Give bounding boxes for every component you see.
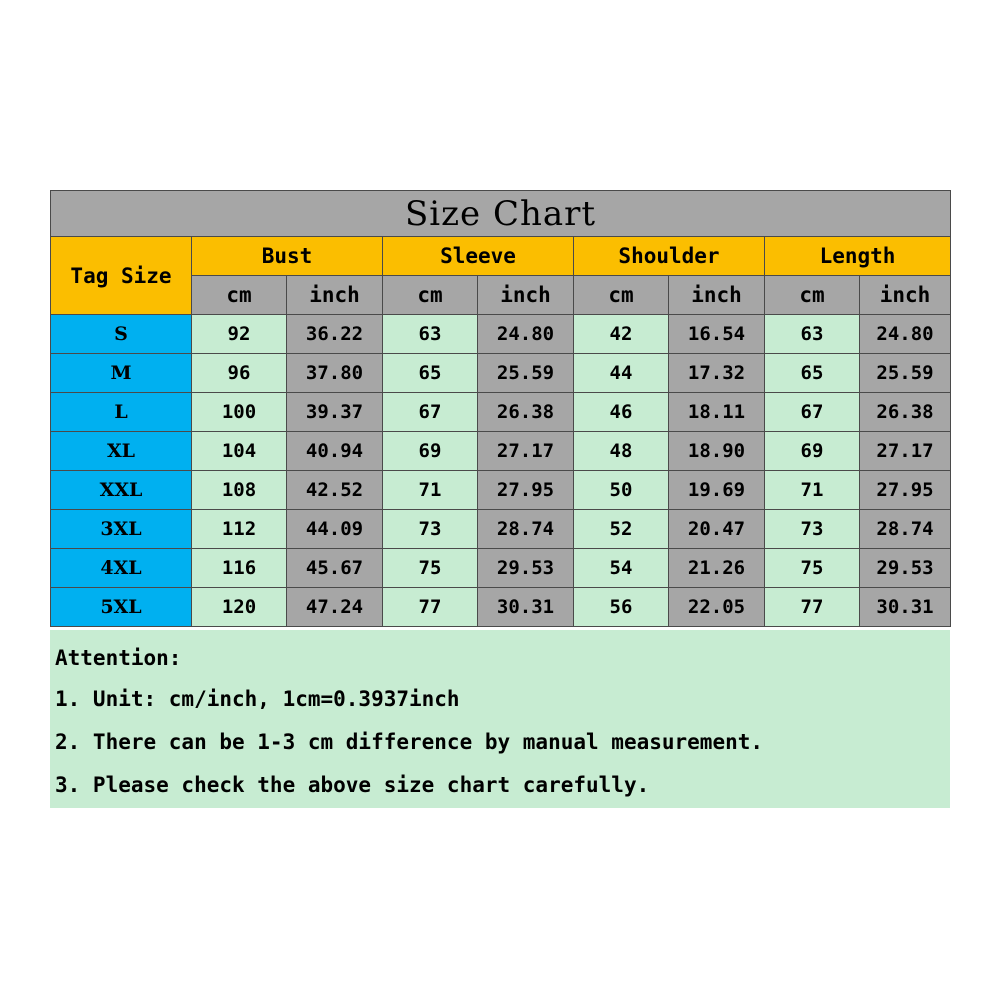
chart-title: Size Chart (51, 191, 951, 237)
table-row (51, 393, 951, 432)
cm-value: 116 (192, 549, 287, 588)
unit-header: cm (192, 276, 287, 315)
table-row (51, 549, 951, 588)
table-row (51, 315, 951, 354)
size-label: 3XL (51, 510, 192, 549)
cm-value: 120 (192, 588, 287, 627)
inch-value: 26.38 (478, 393, 574, 432)
cm-value: 73 (383, 510, 478, 549)
size-label: 5XL (51, 588, 192, 627)
cm-value: 73 (765, 510, 860, 549)
size-label: M (51, 354, 192, 393)
inch-value: 27.17 (860, 432, 951, 471)
inch-value: 29.53 (860, 549, 951, 588)
size-label: L (51, 393, 192, 432)
cm-value: 67 (765, 393, 860, 432)
cm-value: 42 (574, 315, 669, 354)
table-row (51, 354, 951, 393)
inch-value: 24.80 (478, 315, 574, 354)
note-line: 1. Unit: cm/inch, 1cm=0.3937inch (55, 687, 460, 711)
cm-value: 104 (192, 432, 287, 471)
cm-value: 100 (192, 393, 287, 432)
cm-value: 50 (574, 471, 669, 510)
inch-value: 45.67 (287, 549, 383, 588)
cm-value: 52 (574, 510, 669, 549)
unit-header: cm (383, 276, 478, 315)
unit-header: cm (574, 276, 669, 315)
table-row (51, 588, 951, 627)
attention-heading: Attention: (55, 646, 182, 670)
inch-value: 36.22 (287, 315, 383, 354)
cm-value: 112 (192, 510, 287, 549)
inch-value: 47.24 (287, 588, 383, 627)
cm-value: 63 (765, 315, 860, 354)
table-row (51, 471, 951, 510)
cm-value: 77 (765, 588, 860, 627)
size-label: XXL (51, 471, 192, 510)
inch-value: 30.31 (860, 588, 951, 627)
cm-value: 92 (192, 315, 287, 354)
cm-value: 56 (574, 588, 669, 627)
cm-value: 96 (192, 354, 287, 393)
inch-value: 29.53 (478, 549, 574, 588)
inch-value: 28.74 (860, 510, 951, 549)
cm-value: 54 (574, 549, 669, 588)
inch-value: 25.59 (860, 354, 951, 393)
inch-value: 30.31 (478, 588, 574, 627)
unit-header: inch (478, 276, 574, 315)
inch-value: 24.80 (860, 315, 951, 354)
cm-value: 77 (383, 588, 478, 627)
cm-value: 71 (383, 471, 478, 510)
cm-value: 63 (383, 315, 478, 354)
inch-value: 18.11 (669, 393, 765, 432)
cm-value: 48 (574, 432, 669, 471)
shoulder-header: Shoulder (574, 237, 765, 276)
inch-value: 44.09 (287, 510, 383, 549)
cm-value: 65 (383, 354, 478, 393)
size-chart-table (50, 190, 951, 627)
size-label: 4XL (51, 549, 192, 588)
attention-notes (50, 630, 950, 808)
cm-value: 71 (765, 471, 860, 510)
tag-size-header: Tag Size (51, 237, 192, 315)
inch-value: 27.95 (860, 471, 951, 510)
inch-value: 40.94 (287, 432, 383, 471)
length-header: Length (765, 237, 951, 276)
unit-header: inch (669, 276, 765, 315)
unit-header: cm (765, 276, 860, 315)
table-row (51, 510, 951, 549)
inch-value: 37.80 (287, 354, 383, 393)
cm-value: 69 (383, 432, 478, 471)
cm-value: 67 (383, 393, 478, 432)
inch-value: 26.38 (860, 393, 951, 432)
cm-value: 44 (574, 354, 669, 393)
cm-value: 75 (765, 549, 860, 588)
bust-header: Bust (192, 237, 383, 276)
unit-header: inch (860, 276, 951, 315)
table-row (51, 432, 951, 471)
inch-value: 27.17 (478, 432, 574, 471)
size-label: S (51, 315, 192, 354)
cm-value: 108 (192, 471, 287, 510)
cm-value: 75 (383, 549, 478, 588)
inch-value: 19.69 (669, 471, 765, 510)
inch-value: 21.26 (669, 549, 765, 588)
inch-value: 28.74 (478, 510, 574, 549)
cm-value: 65 (765, 354, 860, 393)
size-label: XL (51, 432, 192, 471)
note-line: 3. Please check the above size chart carefully. (55, 773, 650, 797)
inch-value: 42.52 (287, 471, 383, 510)
inch-value: 39.37 (287, 393, 383, 432)
inch-value: 18.90 (669, 432, 765, 471)
inch-value: 16.54 (669, 315, 765, 354)
unit-header: inch (287, 276, 383, 315)
inch-value: 27.95 (478, 471, 574, 510)
inch-value: 17.32 (669, 354, 765, 393)
cm-value: 46 (574, 393, 669, 432)
inch-value: 20.47 (669, 510, 765, 549)
inch-value: 22.05 (669, 588, 765, 627)
cm-value: 69 (765, 432, 860, 471)
note-line: 2. There can be 1-3 cm difference by manual measurement. (55, 730, 764, 754)
inch-value: 25.59 (478, 354, 574, 393)
sleeve-header: Sleeve (383, 237, 574, 276)
